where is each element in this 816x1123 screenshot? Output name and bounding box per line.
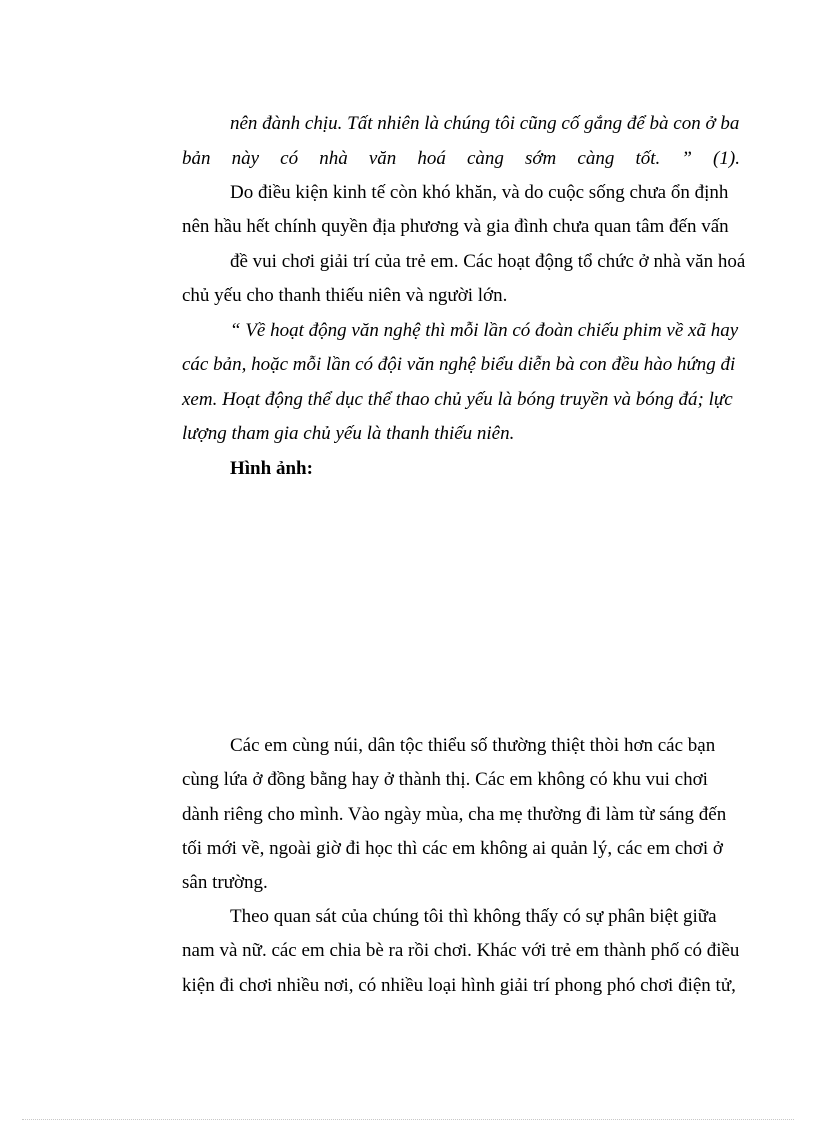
text-line-justified (182, 148, 740, 170)
quote-line: xem. Hoạt động thể dục thể thao chủ yếu là bóng truyền và bóng đá; lực (182, 389, 733, 410)
text-line: nên đành chịu. Tất nhiên là chúng tôi cũng cố gắng để bà con ở ba (230, 113, 740, 134)
word: tốt. (635, 148, 661, 169)
word: sớm (525, 148, 557, 169)
text-line: sân trường. (182, 872, 268, 893)
text-line: kiện đi chơi nhiều nơi, có nhiều loại hình giải trí phong phó chơi điện tử, (182, 975, 736, 996)
word: (1). (713, 148, 740, 169)
word: bản (182, 148, 211, 169)
text-line: Các em cùng núi, dân tộc thiểu số thường thiệt thòi hơn các bạn (230, 735, 716, 756)
word: có (280, 148, 299, 169)
word: hoá (417, 148, 446, 169)
word: này (231, 148, 260, 169)
text-line: Theo quan sát của chúng tôi thì không thấy có sự phân biệt giữa (230, 906, 717, 927)
text-line: dành riêng cho mình. Vào ngày mùa, cha mẹ thường đi làm từ sáng đến (182, 804, 727, 825)
text-line: nam và nữ. các em chia bè ra rồi chơi. Khác với trẻ em thành phố có điều (182, 940, 740, 961)
word: văn (368, 148, 397, 169)
text-line: chủ yếu cho thanh thiếu niên và người lớn. (182, 285, 508, 306)
word: ” (681, 148, 692, 169)
quote-line: “ Về hoạt động văn nghệ thì mỗi lần có đoàn chiếu phim về xã hay (230, 320, 739, 341)
word: càng (577, 148, 615, 169)
word: càng (466, 148, 504, 169)
text-line: cùng lứa ở đồng bằng hay ở thành thị. Các em không có khu vui chơi (182, 769, 708, 790)
text-line: đề vui chơi giải trí của trẻ em. Các hoạt động tổ chức ở nhà văn hoá (230, 251, 746, 272)
word: nhà (319, 148, 348, 169)
quote-line: các bản, hoặc mỗi lần có đội văn nghệ biểu diễn bà con đều hào hứng đi (182, 354, 736, 375)
text-line: tối mới về, ngoài giờ đi học thì các em không ai quản lý, các em chơi ở (182, 838, 723, 859)
quote-line: lượng tham gia chủ yếu là thanh thiếu niên. (182, 423, 515, 444)
page-footer-rule (22, 1119, 794, 1120)
section-heading: Hình ảnh: (230, 458, 313, 479)
text-line: Do điều kiện kinh tế còn khó khăn, và do cuộc sống chưa ổn định (230, 182, 729, 203)
text-line: nên hầu hết chính quyền địa phương và gia đình chưa quan tâm đến vấn (182, 216, 729, 237)
